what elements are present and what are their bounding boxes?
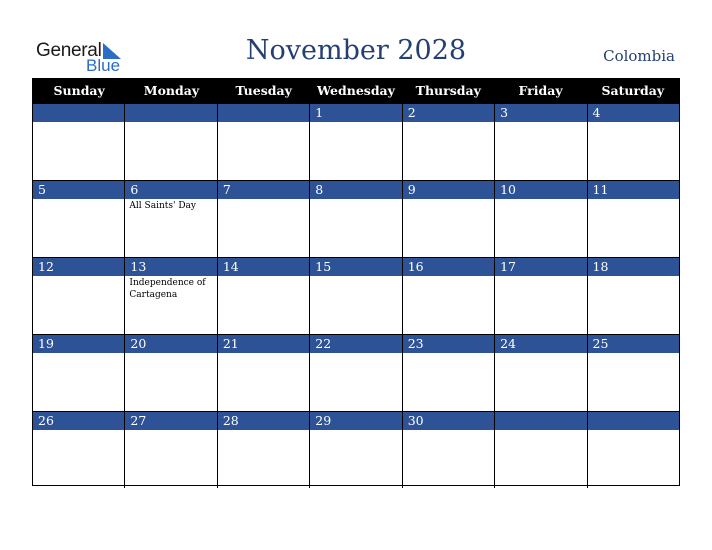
- day-cell[interactable]: [33, 334, 124, 411]
- day-number-bar: [588, 181, 679, 199]
- day-number: 12: [38, 259, 54, 274]
- week-row: [33, 103, 679, 180]
- day-number-bar: [310, 335, 401, 353]
- day-number-bar: [310, 412, 401, 430]
- day-number: 15: [315, 259, 332, 274]
- day-number-bar: [218, 181, 309, 199]
- weekday-wednesday: Wednesday: [317, 83, 395, 98]
- day-number-bar: [310, 104, 401, 122]
- calendar-grid: [32, 78, 680, 486]
- weekday-header-row: [33, 79, 679, 103]
- day-cell[interactable]: [402, 257, 494, 334]
- day-number: 14: [222, 259, 239, 274]
- day-number-bar: [588, 104, 679, 122]
- day-cell[interactable]: [587, 103, 679, 180]
- day-number-bar: [125, 335, 216, 353]
- day-cell[interactable]: [217, 257, 309, 334]
- day-number: 19: [38, 336, 54, 351]
- weekday-tuesday: Tuesday: [235, 83, 292, 98]
- day-number: 4: [592, 105, 601, 120]
- day-cell[interactable]: [217, 411, 309, 488]
- day-cell[interactable]: [124, 334, 216, 411]
- day-number-bar: [403, 335, 494, 353]
- weekday-thursday: Thursday: [415, 83, 481, 98]
- day-number: 10: [500, 182, 517, 197]
- day-number-bar: [125, 104, 216, 122]
- day-number: 29: [315, 413, 332, 428]
- day-number: 22: [315, 336, 332, 351]
- day-cell[interactable]: [402, 103, 494, 180]
- logo-word-general: General: [36, 40, 102, 61]
- day-cell[interactable]: [587, 334, 679, 411]
- day-number: 1: [315, 105, 324, 120]
- day-number-bar: [310, 181, 401, 199]
- weekday-sunday: Sunday: [53, 83, 105, 98]
- day-number-bar: [125, 412, 216, 430]
- day-number: 26: [38, 413, 54, 428]
- day-number-bar: [588, 258, 679, 276]
- day-cell[interactable]: [494, 103, 586, 180]
- day-number: 11: [592, 182, 609, 197]
- logo-word-blue: Blue: [86, 56, 121, 75]
- day-number: 21: [222, 336, 239, 351]
- week-row: [33, 411, 679, 488]
- day-cell[interactable]: [124, 257, 216, 334]
- day-cell[interactable]: [402, 180, 494, 257]
- day-number: 25: [592, 336, 609, 351]
- day-number-bar: [33, 258, 124, 276]
- day-number: 24: [500, 336, 517, 351]
- day-cell[interactable]: [587, 180, 679, 257]
- day-cell[interactable]: [33, 411, 124, 488]
- day-cell[interactable]: [124, 103, 216, 180]
- day-number: 16: [407, 259, 424, 274]
- day-number-bar: [218, 412, 309, 430]
- day-number-bar: [33, 181, 124, 199]
- day-number: 17: [500, 259, 517, 274]
- day-number: 18: [592, 259, 609, 274]
- weekday-friday: Friday: [518, 83, 563, 98]
- day-cell[interactable]: [217, 180, 309, 257]
- week-row: [33, 180, 679, 257]
- day-number: 27: [130, 413, 147, 428]
- day-cell[interactable]: [402, 334, 494, 411]
- day-cell[interactable]: [494, 180, 586, 257]
- day-number: 13: [130, 259, 147, 274]
- day-cell[interactable]: [33, 257, 124, 334]
- day-cell[interactable]: [494, 411, 586, 488]
- day-number-bar: [403, 104, 494, 122]
- day-number-bar: [495, 104, 586, 122]
- day-cell[interactable]: [309, 334, 401, 411]
- day-number-bar: [588, 335, 679, 353]
- day-number-bar: [125, 181, 216, 199]
- day-number-bar: [403, 412, 494, 430]
- day-number-bar: [218, 104, 309, 122]
- day-cell[interactable]: [494, 334, 586, 411]
- holiday-label: All Saints' Day: [129, 201, 196, 211]
- week-row: [33, 334, 679, 411]
- day-number: 6: [130, 182, 139, 197]
- day-cell[interactable]: [33, 103, 124, 180]
- day-number-bar: [495, 412, 586, 430]
- day-number-bar: [33, 104, 124, 122]
- day-cell[interactable]: [402, 411, 494, 488]
- day-number-bar: [33, 412, 124, 430]
- country-label: Colombia: [603, 47, 675, 65]
- day-number: 9: [407, 182, 416, 197]
- day-number-bar: [403, 181, 494, 199]
- day-cell[interactable]: [309, 103, 401, 180]
- day-cell[interactable]: [309, 411, 401, 488]
- day-number-bar: [125, 258, 216, 276]
- weekday-monday: Monday: [143, 83, 200, 98]
- day-number-bar: [310, 258, 401, 276]
- day-cell[interactable]: [217, 103, 309, 180]
- day-cell[interactable]: [124, 411, 216, 488]
- day-number-bar: [218, 335, 309, 353]
- weekday-saturday: Saturday: [601, 83, 665, 98]
- day-number: 20: [130, 336, 147, 351]
- day-number: 28: [222, 413, 239, 428]
- holiday-label: Independence of Cartagena: [129, 278, 206, 300]
- day-number-bar: [403, 258, 494, 276]
- day-cell[interactable]: [587, 257, 679, 334]
- day-number: 23: [407, 336, 424, 351]
- day-number: 3: [500, 105, 509, 120]
- day-number-bar: [218, 258, 309, 276]
- page-title: November 2028: [245, 35, 467, 66]
- day-cell[interactable]: [587, 411, 679, 488]
- day-cell[interactable]: [33, 180, 124, 257]
- day-number: 7: [222, 182, 231, 197]
- day-cell[interactable]: [124, 180, 216, 257]
- day-number-bar: [495, 258, 586, 276]
- day-number: 30: [407, 413, 424, 428]
- day-number-bar: [588, 412, 679, 430]
- week-row: [33, 257, 679, 334]
- day-cell[interactable]: [217, 334, 309, 411]
- day-cell[interactable]: [309, 257, 401, 334]
- day-number: 8: [315, 182, 324, 197]
- day-number-bar: [495, 335, 586, 353]
- day-cell[interactable]: [309, 180, 401, 257]
- day-number-bar: [495, 181, 586, 199]
- day-number-bar: [33, 335, 124, 353]
- day-cell[interactable]: [494, 257, 586, 334]
- day-number: 2: [407, 105, 416, 120]
- day-number: 5: [38, 182, 46, 197]
